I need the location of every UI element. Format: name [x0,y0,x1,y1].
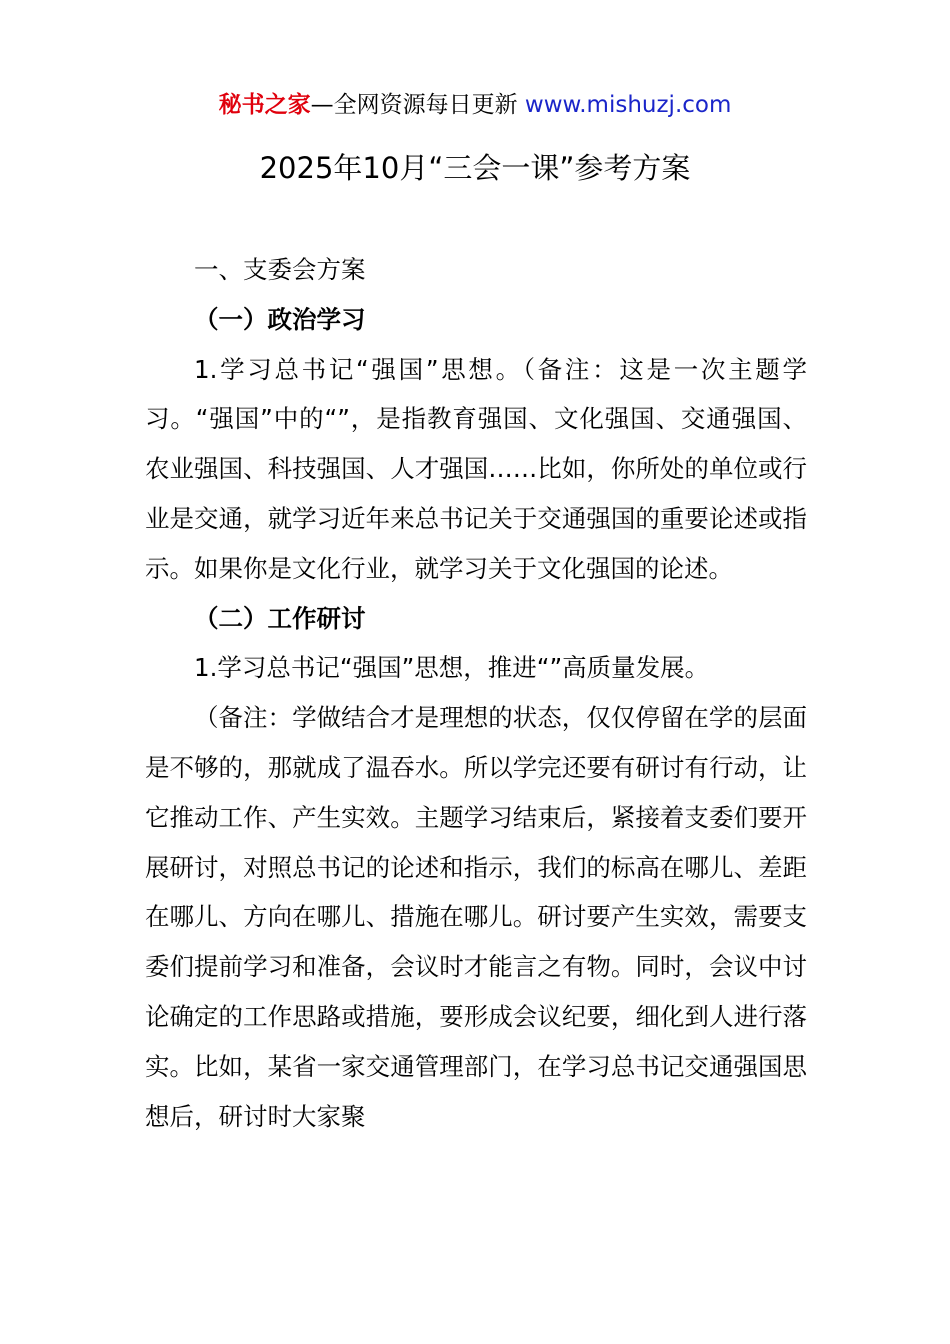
watermark-header [0,88,950,122]
watermark-brand: 秘书之家 [218,92,311,118]
document-body [145,245,807,1141]
paragraph-3: （备注：学做结合才是理想的状态，仅仅停留在学的层面是不够的，那就成了温吞水。所以学完还要有研讨有行动，让它推动工作、产生实效。主题学习结束后，紧接着支委们要开展研讨，对照总书记的论述和指示，我们的标高在哪儿、差距在哪儿、方向在哪儿、措施在哪儿。研讨要产生实效，需要支委们提前学习和准备，会议时才能言之有物。同时，会议中讨论确定的工作思路或措施，要形成会议纪要，细化到人进行落实。比如，某省一家交通管理部门，在学习总书记交通强国思想后，研讨时大家聚 [145,703,807,1131]
paragraph-1: 1.学习总书记“强国”思想。（备注：这是一次主题学习。“强国”中的“”，是指教育强国、文化强国、交通强国、农业强国、科技强国、人才强国……比如，你所处的单位或行业是交通，就学习近年来总书记关于交通强国的重要论述或指示。如果你是文化行业，就学习关于文化强国的论述。 [145,354,807,583]
document-title: 2025年10月“三会一课”参考方案 [259,151,691,185]
section-heading-1: 一、支委会方案 [194,255,366,284]
subsection-heading-2: （二）工作研讨 [194,603,366,633]
subsection-heading-1: （一）政治学习 [194,304,366,334]
watermark-slogan: —全网资源每日更新 [310,92,518,118]
paragraph-2: 1.学习总书记“强国”思想，推进“”高质量发展。 [194,653,710,683]
watermark-url[interactable]: www.mishuzj.com [524,92,732,118]
